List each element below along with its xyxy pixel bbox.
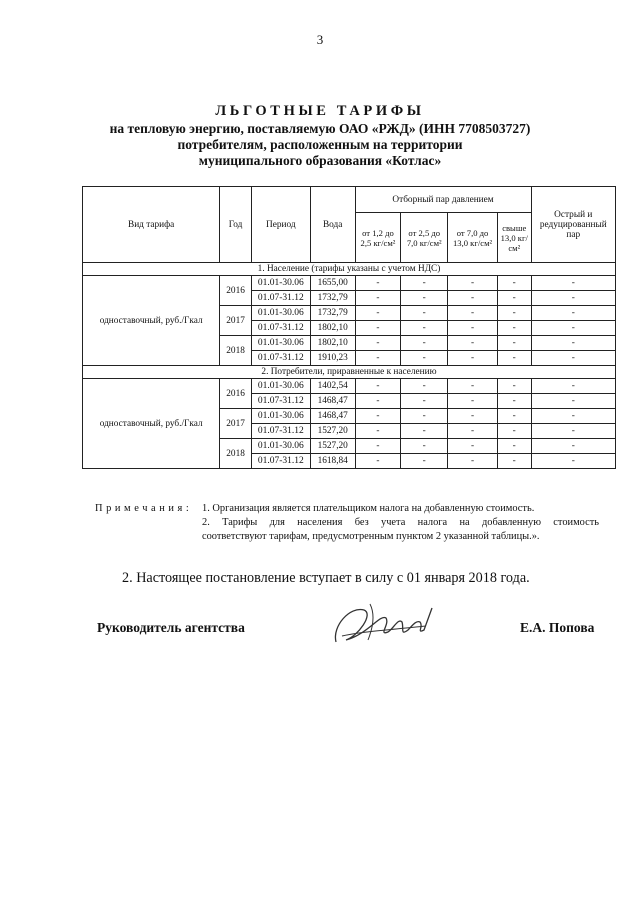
period-cell: 01.07-31.12 [251, 424, 310, 439]
empty-value-cell: - [355, 291, 401, 306]
title-line-1: ЛЬГОТНЫЕ ТАРИФЫ [215, 103, 425, 119]
empty-value-cell: - [497, 351, 531, 366]
empty-value-cell: - [448, 276, 498, 291]
table-row [83, 276, 616, 291]
empty-value-cell: - [355, 351, 401, 366]
decree-text: 2. Настоящее постановление вступает в силу с 01 января 2018 года. [122, 570, 530, 586]
empty-value-cell: - [531, 394, 615, 409]
water-value-cell: 1527,20 [310, 424, 355, 439]
empty-value-cell: - [355, 306, 401, 321]
period-cell: 01.07-31.12 [251, 454, 310, 469]
header-steam-col: от 2,5 до 7,0 кг/см² [401, 213, 448, 263]
empty-value-cell: - [531, 321, 615, 336]
empty-value-cell: - [401, 409, 448, 424]
empty-value-cell: - [497, 336, 531, 351]
tariff-table-body [83, 263, 616, 469]
period-cell: 01.07-31.12 [251, 351, 310, 366]
year-cell: 2018 [220, 336, 252, 366]
empty-value-cell: - [531, 306, 615, 321]
section-header-row [83, 263, 616, 276]
water-value-cell: 1732,79 [310, 306, 355, 321]
empty-value-cell: - [531, 439, 615, 454]
year-cell: 2016 [220, 276, 252, 306]
handwritten-signature [328, 596, 438, 654]
empty-value-cell: - [355, 394, 401, 409]
section-title: 1. Население (тарифы указаны с учетом НДС) [83, 263, 616, 276]
empty-value-cell: - [448, 454, 498, 469]
year-cell: 2016 [220, 379, 252, 409]
empty-value-cell: - [531, 276, 615, 291]
period-cell: 01.01-30.06 [251, 439, 310, 454]
page-number: 3 [316, 32, 324, 47]
empty-value-cell: - [531, 291, 615, 306]
empty-value-cell: - [355, 424, 401, 439]
header-steam-col: свыше 13,0 кг/см² [497, 213, 531, 263]
empty-value-cell: - [355, 276, 401, 291]
empty-value-cell: - [497, 439, 531, 454]
empty-value-cell: - [497, 379, 531, 394]
empty-value-cell: - [355, 454, 401, 469]
header-steam-col: от 1,2 до 2,5 кг/см² [355, 213, 401, 263]
empty-value-cell: - [531, 379, 615, 394]
note-1: 1. Организация является плательщиком налога на добавленную стоимость. [202, 503, 535, 514]
empty-value-cell: - [448, 439, 498, 454]
empty-value-cell: - [497, 306, 531, 321]
empty-value-cell: - [355, 336, 401, 351]
empty-value-cell: - [401, 321, 448, 336]
header-tariff-type: Вид тарифа [83, 187, 220, 263]
title-line-3: потребителям, расположенным на территории [177, 137, 463, 152]
period-cell: 01.07-31.12 [251, 291, 310, 306]
empty-value-cell: - [531, 351, 615, 366]
water-value-cell: 1468,47 [310, 394, 355, 409]
section-title: 2. Потребители, приравненные к населению [83, 366, 616, 379]
empty-value-cell: - [531, 409, 615, 424]
water-value-cell: 1468,47 [310, 409, 355, 424]
empty-value-cell: - [355, 409, 401, 424]
header-steam-col: от 7,0 до 13,0 кг/см² [448, 213, 498, 263]
empty-value-cell: - [448, 291, 498, 306]
signatory-name: Е.А. Попова [520, 620, 595, 635]
year-cell: 2017 [220, 409, 252, 439]
note-2-continued: соответствуют тарифам, предусмотренным пунктом 2 указанной таблицы.». [202, 531, 540, 542]
empty-value-cell: - [448, 321, 498, 336]
empty-value-cell: - [497, 454, 531, 469]
header-sharp-steam: Острый и редуцированный пар [531, 187, 615, 263]
empty-value-cell: - [497, 321, 531, 336]
empty-value-cell: - [497, 291, 531, 306]
water-value-cell: 1910,23 [310, 351, 355, 366]
empty-value-cell: - [497, 276, 531, 291]
period-cell: 01.01-30.06 [251, 336, 310, 351]
empty-value-cell: - [448, 424, 498, 439]
empty-value-cell: - [448, 394, 498, 409]
empty-value-cell: - [531, 424, 615, 439]
empty-value-cell: - [401, 336, 448, 351]
title-line-4: муниципального образования «Котлас» [198, 153, 442, 168]
section-header-row [83, 366, 616, 379]
empty-value-cell: - [401, 424, 448, 439]
empty-value-cell: - [401, 306, 448, 321]
water-value-cell: 1527,20 [310, 439, 355, 454]
period-cell: 01.07-31.12 [251, 394, 310, 409]
empty-value-cell: - [401, 439, 448, 454]
tariff-table [82, 186, 616, 469]
water-value-cell: 1802,10 [310, 336, 355, 351]
empty-value-cell: - [355, 379, 401, 394]
signatory-role: Руководитель агентства [97, 620, 245, 635]
empty-value-cell: - [401, 394, 448, 409]
water-value-cell: 1732,79 [310, 291, 355, 306]
empty-value-cell: - [531, 336, 615, 351]
water-value-cell: 1655,00 [310, 276, 355, 291]
empty-value-cell: - [497, 394, 531, 409]
empty-value-cell: - [401, 454, 448, 469]
table-row [83, 379, 616, 394]
empty-value-cell: - [401, 276, 448, 291]
empty-value-cell: - [531, 454, 615, 469]
period-cell: 01.01-30.06 [251, 379, 310, 394]
empty-value-cell: - [355, 321, 401, 336]
period-cell: 01.01-30.06 [251, 276, 310, 291]
year-cell: 2017 [220, 306, 252, 336]
empty-value-cell: - [448, 336, 498, 351]
period-cell: 01.07-31.12 [251, 321, 310, 336]
empty-value-cell: - [448, 306, 498, 321]
period-cell: 01.01-30.06 [251, 409, 310, 424]
header-steam: Отборный пар давлением [355, 187, 531, 213]
empty-value-cell: - [497, 424, 531, 439]
empty-value-cell: - [448, 351, 498, 366]
header-water: Вода [310, 187, 355, 263]
empty-value-cell: - [401, 379, 448, 394]
empty-value-cell: - [497, 409, 531, 424]
note-2: 2. Тарифы для населения без учета налога на добавленную стоимость [202, 517, 599, 528]
notes-label: Примечания: [95, 503, 193, 514]
document-title [0, 102, 640, 169]
tariff-type-cell: одноставочный, руб./Гкал [83, 379, 220, 469]
header-period: Период [251, 187, 310, 263]
empty-value-cell: - [355, 439, 401, 454]
empty-value-cell: - [401, 351, 448, 366]
empty-value-cell: - [448, 379, 498, 394]
empty-value-cell: - [448, 409, 498, 424]
title-line-2: на тепловую энергию, поставляемую ОАО «РЖД» (ИНН 7708503727) [109, 121, 531, 136]
period-cell: 01.01-30.06 [251, 306, 310, 321]
empty-value-cell: - [401, 291, 448, 306]
header-year: Год [220, 187, 252, 263]
water-value-cell: 1618,84 [310, 454, 355, 469]
water-value-cell: 1802,10 [310, 321, 355, 336]
tariff-type-cell: одноставочный, руб./Гкал [83, 276, 220, 366]
year-cell: 2018 [220, 439, 252, 469]
water-value-cell: 1402,54 [310, 379, 355, 394]
